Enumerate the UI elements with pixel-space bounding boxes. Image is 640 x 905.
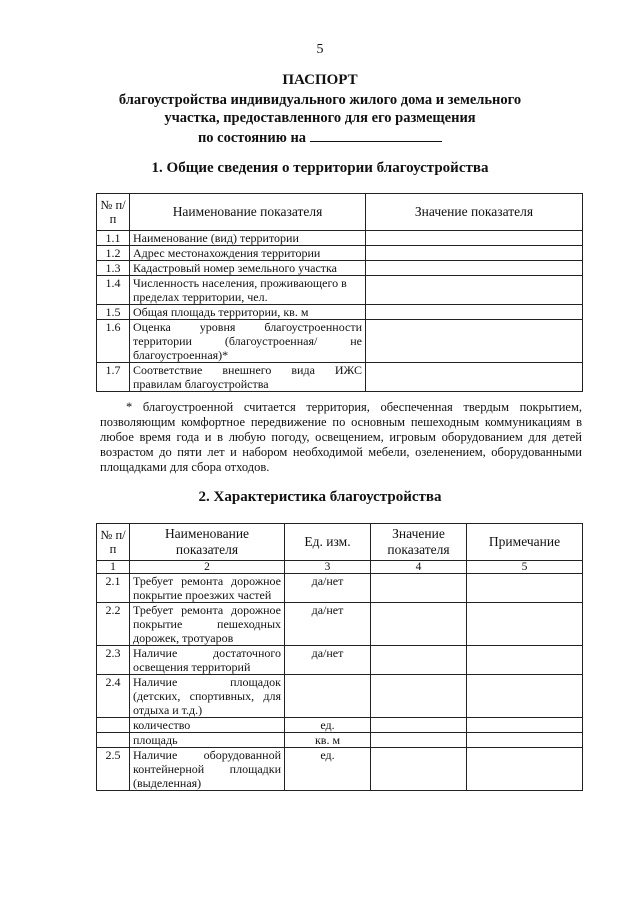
row-name: Наличие достаточного освещения территорий <box>130 646 285 675</box>
row-value <box>371 574 467 603</box>
table-row <box>97 261 583 276</box>
row-name: Кадастровый номер земельного участка <box>130 261 366 276</box>
row-value <box>366 261 583 276</box>
col-header-unit: Ед. изм. <box>285 524 371 561</box>
as-of-label: по состоянию на <box>197 130 307 146</box>
row-number: 1.5 <box>97 305 130 320</box>
table-row <box>97 574 583 603</box>
col-header-number: № п/п <box>97 194 130 231</box>
table-row <box>97 748 583 791</box>
row-unit: да/нет <box>285 603 371 646</box>
row-unit: да/нет <box>285 646 371 675</box>
row-value <box>366 363 583 392</box>
col-header-value: Значение показателя <box>366 194 583 231</box>
row-unit: ед. <box>285 748 371 791</box>
row-note <box>467 748 583 791</box>
table-header-row <box>97 524 583 561</box>
table-header-row <box>97 194 583 231</box>
general-info-table <box>96 193 583 392</box>
column-index: 5 <box>467 561 583 574</box>
table-row <box>97 320 583 363</box>
column-index: 2 <box>130 561 285 574</box>
row-number: 1.3 <box>97 261 130 276</box>
row-number: 2.2 <box>97 603 130 646</box>
row-number: 2.3 <box>97 646 130 675</box>
table-row <box>97 305 583 320</box>
as-of-date-line <box>0 128 640 147</box>
page-number: 5 <box>316 42 324 57</box>
table-row <box>97 246 583 261</box>
row-value <box>366 231 583 246</box>
row-name: Наличие оборудованной контейнерной площадки (выделенная) <box>130 748 285 791</box>
column-index: 4 <box>371 561 467 574</box>
col-header-name: Наименование показателя <box>130 194 366 231</box>
column-index-row <box>97 561 583 574</box>
row-name: Требует ремонта дорожное покрытие проезжих частей <box>130 574 285 603</box>
table-row <box>97 675 583 718</box>
row-name: Наличие площадок (детских, спортивных, для отдыха и т.д.) <box>130 675 285 718</box>
section1-heading: 1. Общие сведения о территории благоустройства <box>151 160 489 176</box>
row-note <box>467 646 583 675</box>
characteristics-table <box>96 523 583 791</box>
row-note <box>467 675 583 718</box>
row-value <box>371 733 467 748</box>
as-of-date-blank <box>310 128 442 142</box>
row-number <box>97 733 130 748</box>
row-value <box>371 646 467 675</box>
table-row <box>97 603 583 646</box>
column-index: 3 <box>285 561 371 574</box>
row-name: Общая площадь территории, кв. м <box>130 305 366 320</box>
row-name: количество <box>130 718 285 733</box>
col-header-note: Примечание <box>467 524 583 561</box>
row-value <box>371 603 467 646</box>
row-name: площадь <box>130 733 285 748</box>
row-name: Требует ремонта дорожное покрытие пешеходных дорожек, тротуаров <box>130 603 285 646</box>
column-index: 1 <box>97 561 130 574</box>
row-value <box>366 276 583 305</box>
row-number <box>97 718 130 733</box>
row-value <box>371 718 467 733</box>
row-value <box>366 320 583 363</box>
row-name: Соответствие внешнего вида ИЖС правилам благоустройства <box>130 363 366 392</box>
row-note <box>467 574 583 603</box>
col-header-value: Значение показателя <box>371 524 467 561</box>
row-note <box>467 718 583 733</box>
row-unit: ед. <box>285 718 371 733</box>
row-name: Адрес местонахождения территории <box>130 246 366 261</box>
row-unit: кв. м <box>285 733 371 748</box>
row-note <box>467 603 583 646</box>
row-note <box>467 733 583 748</box>
row-value <box>371 748 467 791</box>
row-number: 1.4 <box>97 276 130 305</box>
row-number: 1.2 <box>97 246 130 261</box>
col-header-name: Наименование показателя <box>130 524 285 561</box>
document-title: ПАСПОРТ <box>282 72 358 88</box>
table-row <box>97 718 583 733</box>
document-subtitle-line2: участка, предоставленного для его размещения <box>164 110 476 126</box>
row-unit <box>285 675 371 718</box>
footnote <box>100 400 582 475</box>
table-row <box>97 733 583 748</box>
table-row <box>97 231 583 246</box>
table-row <box>97 276 583 305</box>
footnote-text: * благоустроенной считается территория, обеспеченная твердым покрытием, позволяющим комфортное передвижение по основным пешеходным коммуникациям в любое время года и в любую погоду, освещением, игровым оборудованием для детей возрастом до пяти лет и набором необходимой мебели, озеленением, оборудованными площадками для сбора отходов. <box>100 400 582 474</box>
row-name: Наименование (вид) территории <box>130 231 366 246</box>
row-name: Численность населения, проживающего в пределах территории, чел. <box>130 276 366 305</box>
table-row <box>97 646 583 675</box>
table-row <box>97 363 583 392</box>
row-number: 2.4 <box>97 675 130 718</box>
document-subtitle-line1: благоустройства индивидуального жилого дома и земельного <box>118 92 522 108</box>
row-number: 1.6 <box>97 320 130 363</box>
row-number: 1.1 <box>97 231 130 246</box>
row-name: Оценка уровня благоустроенности территории (благоустроенная/ не благоустроенная)* <box>130 320 366 363</box>
row-number: 1.7 <box>97 363 130 392</box>
row-value <box>371 675 467 718</box>
row-value <box>366 305 583 320</box>
row-value <box>366 246 583 261</box>
row-unit: да/нет <box>285 574 371 603</box>
section2-heading: 2. Характеристика благоустройства <box>198 489 442 505</box>
col-header-number: № п/п <box>97 524 130 561</box>
row-number: 2.5 <box>97 748 130 791</box>
row-number: 2.1 <box>97 574 130 603</box>
